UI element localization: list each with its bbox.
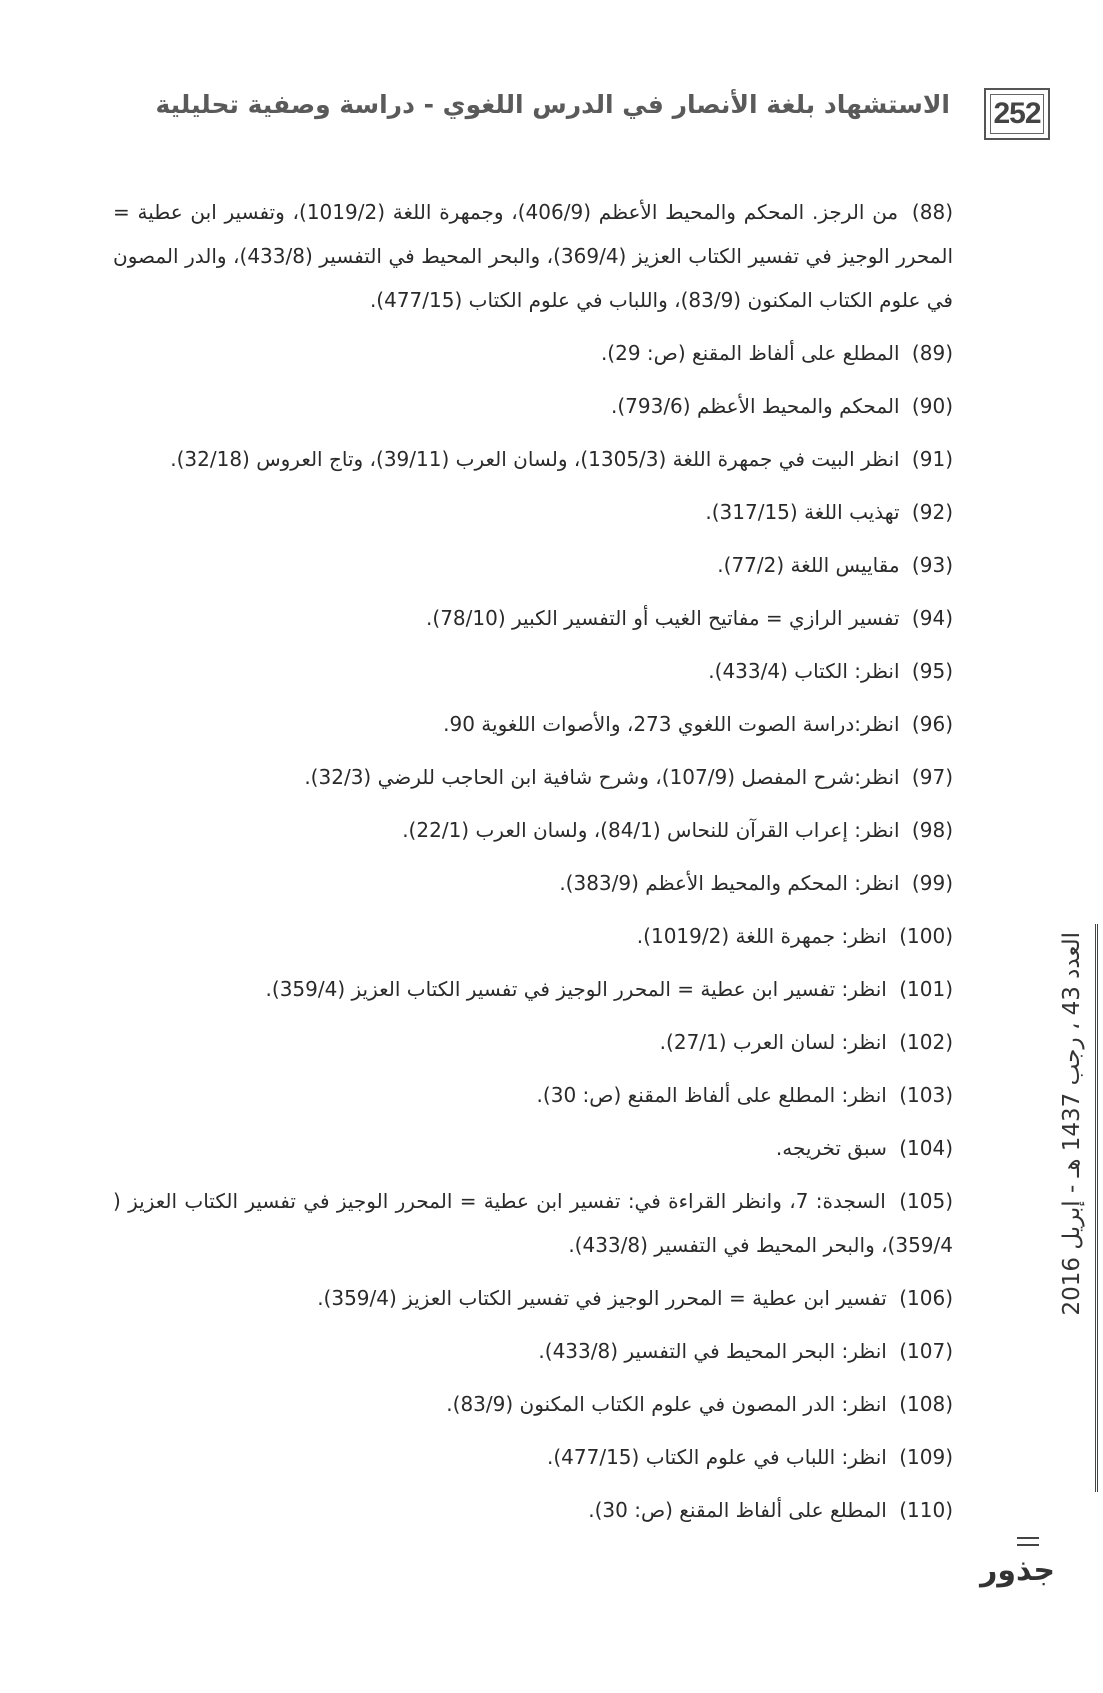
footnote-101 xyxy=(113,967,953,1011)
footnote-number: (97) xyxy=(911,765,953,789)
footnote-89 xyxy=(113,331,953,375)
page-header xyxy=(110,82,1050,142)
footnote-93 xyxy=(113,543,953,587)
footnote-text: انظر: الكتاب (433/4). xyxy=(708,659,900,683)
footnote-106 xyxy=(113,1276,953,1320)
footnote-text: انظر البيت في جمهرة اللغة (1305/3)، ولسان العرب (39/11)، وتاج العروس (32/18). xyxy=(170,447,900,471)
footnote-text: المطلع على ألفاظ المقنع (ص: 29). xyxy=(600,341,900,365)
footnote-105 xyxy=(113,1179,953,1267)
footnote-103 xyxy=(113,1073,953,1117)
footnote-text: من الرجز. المحكم والمحيط الأعظم (406/9)، وجمهرة اللغة (1019/2)، وتفسير ابن عطية = المحرر الوجيز في تفسير الكتاب العزيز (369/4)، والبحر المحيط في التفسير (433/8)، والدر المصون في علوم الكتاب المكنون (83/9)، واللباب في علوم الكتاب (477/15). xyxy=(113,200,954,312)
footnote-99 xyxy=(113,861,953,905)
running-title: الاستشهاد بلغة الأنصار في الدرس اللغوي - دراسة وصفية تحليلية xyxy=(155,90,950,119)
footnote-text: انظر: إعراب القرآن للنحاس (84/1)، ولسان العرب (22/1). xyxy=(402,818,900,842)
footnote-number: (98) xyxy=(911,818,953,842)
footnote-number: (90) xyxy=(911,394,953,418)
footnote-88 xyxy=(113,190,953,322)
footnote-94 xyxy=(113,596,953,640)
footnote-109 xyxy=(113,1435,953,1479)
footnote-text: تفسير ابن عطية = المحرر الوجيز في تفسير الكتاب العزيز (359/4). xyxy=(317,1286,887,1310)
footnote-102 xyxy=(113,1020,953,1064)
footnote-90 xyxy=(113,384,953,428)
footnote-number: (102) xyxy=(899,1030,953,1054)
footnote-number: (103) xyxy=(899,1083,953,1107)
footnote-text: انظر: الدر المصون في علوم الكتاب المكنون (83/9). xyxy=(446,1392,887,1416)
footnote-text: المحكم والمحيط الأعظم (793/6). xyxy=(610,394,900,418)
footnote-number: (100) xyxy=(899,924,953,948)
footnote-number: (89) xyxy=(911,341,953,365)
footnote-text: انظر: تفسير ابن عطية = المحرر الوجيز في تفسير الكتاب العزيز (359/4). xyxy=(265,977,887,1001)
footnote-number: (94) xyxy=(911,606,953,630)
footnote-text: انظر: اللباب في علوم الكتاب (477/15). xyxy=(547,1445,887,1469)
footnote-number: (104) xyxy=(899,1136,953,1160)
divider xyxy=(1017,1537,1039,1546)
footnote-number: (110) xyxy=(899,1498,953,1522)
footnote-text: تهذيب اللغة (317/15). xyxy=(705,500,900,524)
footnote-number: (107) xyxy=(899,1339,953,1363)
footnote-number: (91) xyxy=(911,447,953,471)
footnote-text: انظر: المطلع على ألفاظ المقنع (ص: 30). xyxy=(536,1083,887,1107)
footnote-text: انظر: المحكم والمحيط الأعظم (383/9). xyxy=(559,871,900,895)
footnote-91 xyxy=(113,437,953,481)
footnote-number: (105) xyxy=(899,1189,954,1213)
page-number: 252 xyxy=(984,88,1050,140)
footnote-96 xyxy=(113,702,953,746)
footnote-110 xyxy=(113,1488,953,1532)
footnote-107 xyxy=(113,1329,953,1373)
footnote-number: (96) xyxy=(911,712,953,736)
footnote-text: مقاييس اللغة (77/2). xyxy=(717,553,900,577)
footnote-text: انظر: جمهرة اللغة (1019/2). xyxy=(636,924,887,948)
footnote-104 xyxy=(113,1126,953,1170)
footnote-95 xyxy=(113,649,953,693)
footnote-100 xyxy=(113,914,953,958)
footnote-text: انظر:دراسة الصوت اللغوي 273، والأصوات اللغوية 90. xyxy=(443,712,900,736)
footnote-text: السجدة: 7، وانظر القراءة في: تفسير ابن عطية = المحرر الوجيز في تفسير الكتاب العزيز ( 359/4)، والبحر المحيط في التفسير (433/8). xyxy=(113,1189,953,1257)
journal-logo: جذور xyxy=(980,1553,1055,1588)
footnote-108 xyxy=(113,1382,953,1426)
footnote-text: انظر: لسان العرب (27/1). xyxy=(659,1030,887,1054)
footnote-text: المطلع على ألفاظ المقنع (ص: 30). xyxy=(588,1498,887,1522)
footnote-number: (106) xyxy=(899,1286,953,1310)
footnote-number: (92) xyxy=(911,500,953,524)
footnote-text: تفسير الرازي = مفاتيح الغيب أو التفسير الكبير (78/10). xyxy=(426,606,900,630)
footnote-text: انظر: البحر المحيط في التفسير (433/8). xyxy=(538,1339,887,1363)
footnote-number: (95) xyxy=(911,659,953,683)
footnote-text: سبق تخريجه. xyxy=(775,1136,887,1160)
footnote-number: (99) xyxy=(911,871,953,895)
footnote-number: (101) xyxy=(899,977,953,1001)
footnote-92 xyxy=(113,490,953,534)
footnote-98 xyxy=(113,808,953,852)
footnote-text: انظر:شرح المفصل (107/9)، وشرح شافية ابن الحاجب للرضي (32/3). xyxy=(304,765,900,789)
issue-info: العدد 43 ، رجب 1437 هـ - إبريل 2016 xyxy=(1050,932,1094,1492)
footnote-number: (88) xyxy=(911,200,953,224)
footnote-97 xyxy=(113,755,953,799)
footnote-number: (93) xyxy=(911,553,953,577)
footnotes-list xyxy=(113,190,953,1541)
footnote-number: (108) xyxy=(899,1392,953,1416)
footnote-number: (109) xyxy=(899,1445,953,1469)
